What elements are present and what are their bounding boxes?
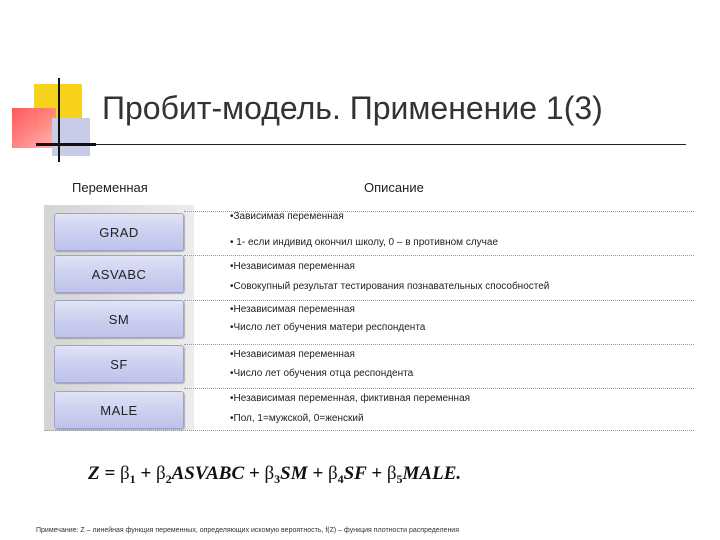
decor-vertical-line xyxy=(58,78,60,162)
variables-table xyxy=(44,205,694,431)
decor-red-square xyxy=(12,108,56,148)
row-divider xyxy=(184,344,694,345)
formula-plus: + xyxy=(366,463,387,484)
formula-beta: β xyxy=(155,463,166,484)
formula-beta: β xyxy=(119,463,130,484)
row-description-line: •Число лет обучения отца респондента xyxy=(230,368,414,379)
formula-variable: SF xyxy=(343,463,367,484)
formula-subscript: 2 xyxy=(165,472,172,486)
column-header-description: Описание xyxy=(364,180,424,195)
formula-beta: β xyxy=(264,463,275,484)
formula-plus: + xyxy=(135,463,156,484)
row-description-line: •Независимая переменная xyxy=(230,304,355,315)
formula-subscript: 1 xyxy=(129,472,136,486)
formula-variable: MALE xyxy=(402,463,457,484)
row-divider xyxy=(184,300,694,301)
formula-beta: β xyxy=(386,463,397,484)
row-divider xyxy=(184,388,694,389)
row-description-line: •Независимая переменная, фиктивная переменная xyxy=(230,393,471,404)
formula-period: . xyxy=(456,463,462,484)
formula-subscript: 4 xyxy=(337,472,344,486)
row-description-line: •Пол, 1=мужской, 0=женский xyxy=(230,413,364,424)
variable-button-sf[interactable]: SF xyxy=(54,345,184,383)
formula-variable: SM xyxy=(280,463,308,484)
variable-button-male[interactable]: MALE xyxy=(54,391,184,429)
row-description-line: •Зависимая переменная xyxy=(230,211,344,222)
formula-subscript: 3 xyxy=(274,472,281,486)
row-divider xyxy=(184,255,694,256)
formula-plus: + xyxy=(244,463,265,484)
formula-plus: + xyxy=(307,463,328,484)
formula-subscript: 5 xyxy=(396,472,403,486)
title-underline xyxy=(36,144,686,145)
formula-equals: = xyxy=(99,463,120,484)
row-description-line: •Независимая переменная xyxy=(230,261,355,272)
row-description-line: •Совокупный результат тестирования познавательных способностей xyxy=(230,281,550,292)
row-description-line: • 1- если индивид окончил школу, 0 – в противном случае xyxy=(230,237,499,248)
row-description-line: •Независимая переменная xyxy=(230,349,355,360)
slide-title: Пробит-модель. Применение 1(3) xyxy=(102,90,603,126)
formula-beta: β xyxy=(327,463,338,484)
variable-button-sm[interactable]: SM xyxy=(54,300,184,338)
column-header-variable: Переменная xyxy=(72,180,148,195)
variable-button-asvabc[interactable]: ASVABC xyxy=(54,255,184,293)
formula-lhs: Z xyxy=(88,463,100,484)
row-description-line: •Число лет обучения матери респондента xyxy=(230,322,426,333)
formula-variable: ASVABC xyxy=(171,463,245,484)
variable-button-grad[interactable]: GRAD xyxy=(54,213,184,251)
table-bottom-border xyxy=(44,430,694,431)
footnote: Примечание: Z – линейная функция переменных, определяющих искомую вероятность, f(Z) – функция плотности распределения xyxy=(36,527,460,534)
title-underline-accent xyxy=(36,143,96,146)
probit-formula xyxy=(88,463,461,485)
